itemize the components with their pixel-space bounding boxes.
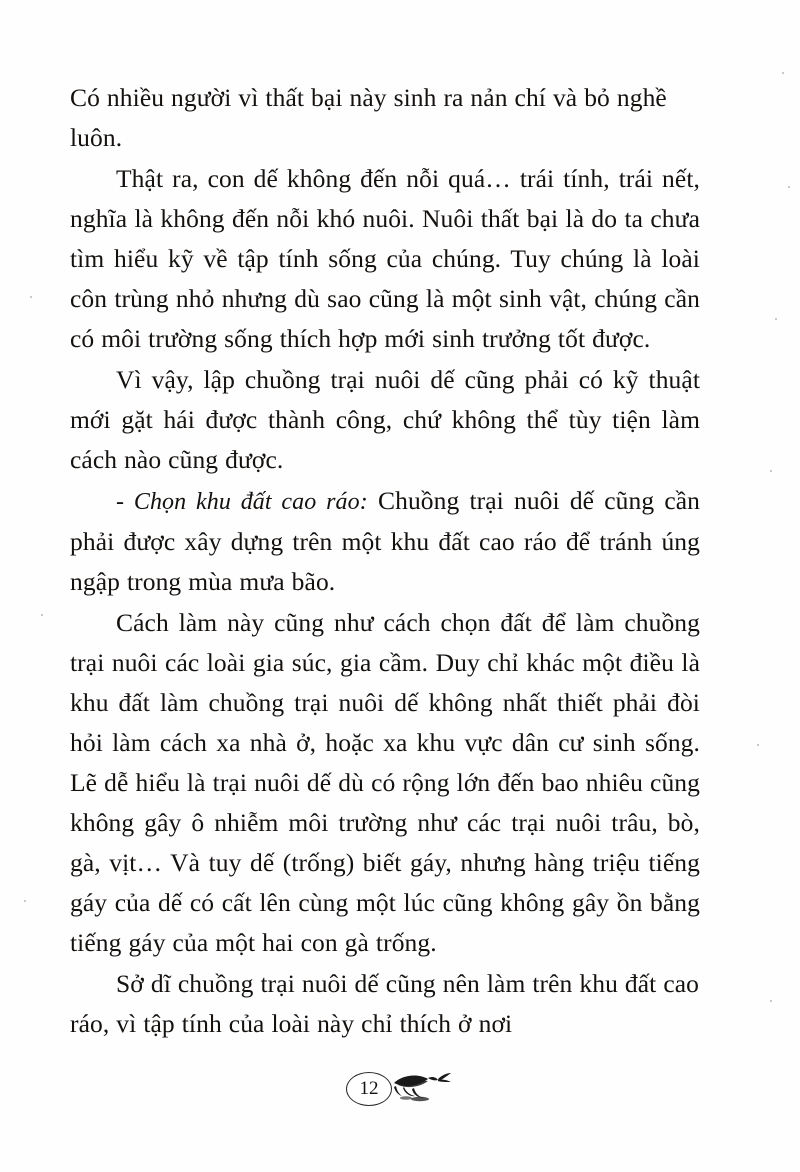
paragraph: Cách làm này cũng như cách chọn đất để làm chuồng trại nuôi các loài gia súc, gia cầm. Duy chỉ khác một điều là khu đất làm chuồng trại nuôi dế không nhất thiết phải đòi hỏi làm cách xa nhà ở, hoặc xa khu vực dân cư sinh sống. Lẽ dễ hiểu là trại nuôi dế dù có rộng lớn đến bao nhiêu cũng không gây ô nhiễm môi trường như các trại nuôi trâu, bò, gà, vịt… Và tuy dế (trống) biết gáy, nhưng hàng triệu tiếng gáy của dế có cất lên cùng một lúc cũng không gây ồn bằng tiếng gáy của một hai con gà trống.: [70, 608, 700, 957]
paper-speckle: [24, 900, 26, 902]
paper-speckle: [770, 470, 772, 472]
paper-speckle: [775, 318, 777, 320]
paper-speckle: [770, 1000, 772, 1002]
page-number: 12: [346, 1072, 392, 1106]
paragraph: Sở dĩ chuồng trại nuôi dế cũng nên làm trên khu đất cao ráo, vì tập tính của loài này chỉ thích ở nơi: [70, 969, 700, 1038]
paragraph: Vì vậy, lập chuồng trại nuôi dế cũng phải có kỹ thuật mới gặt hái được thành công, chứ không thể tùy tiện làm cách nào cũng được.: [70, 365, 700, 474]
body-text-column: [70, 78, 700, 1045]
paragraph: Có nhiều người vì thất bại này sinh ra nản chí và bỏ nghề luôn.: [70, 83, 667, 152]
cricket-ornament-icon: [384, 1067, 454, 1110]
paper-speckle: [30, 296, 32, 298]
paragraph: Thật ra, con dế không đến nỗi quá… trái tính, trái nết, nghĩa là không đến nỗi khó nuôi. Nuôi thất bại là do ta chưa tìm hiểu kỹ về tập tính sống của chúng. Tuy chúng là loài côn trùng nhỏ nhưng dù sao cũng là một sinh vật, chúng cần có môi trường sống thích hợp mới sinh trưởng tốt được.: [70, 164, 700, 353]
paper-speckle: [788, 186, 790, 188]
paragraph-with-lead: [70, 481, 700, 602]
paper-speckle: [782, 72, 784, 74]
paper-speckle: [41, 614, 43, 616]
paragraph-body: Chuồng trại nuôi dế cũng cần phải được xây dựng trên một khu đất cao ráo để tránh úng ngập trong mùa mưa bão.: [70, 486, 700, 596]
page-footer: [0, 1067, 800, 1110]
page-number-group: [346, 1067, 454, 1110]
paper-speckle: [757, 744, 759, 746]
paragraph-lead-phrase: - Chọn khu đất cao ráo:: [116, 489, 368, 515]
